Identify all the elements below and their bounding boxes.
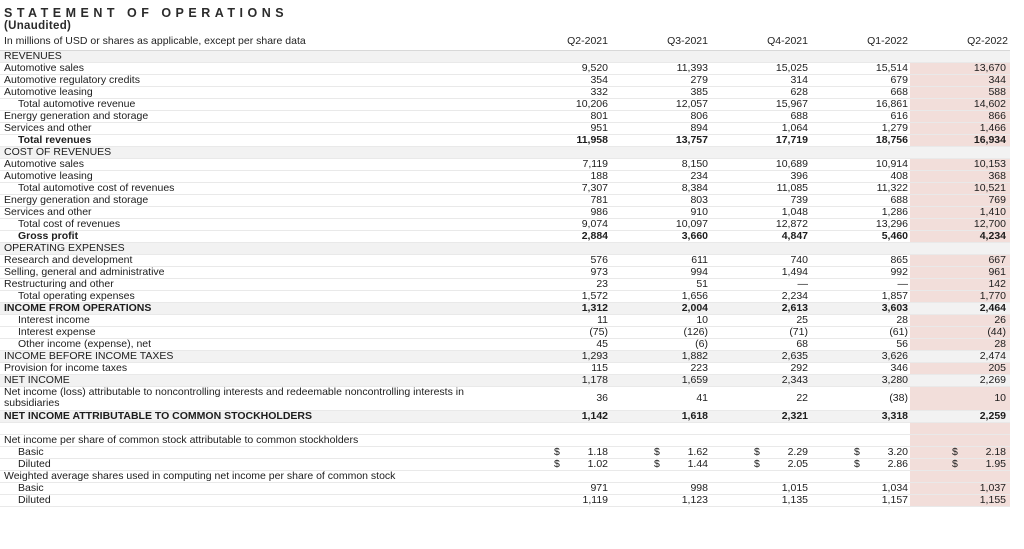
cell-q1-2022: 346 [810,362,910,374]
cell-q1-2022 [810,470,910,482]
cell-q2-2022: 14,602 [910,98,1010,110]
cell-q3-2021: 998 [610,482,710,494]
table-row [0,494,1010,506]
cell-q3-2021: 2,004 [610,302,710,314]
cell-q2-2022: 769 [910,194,1010,206]
column-header-q3-2021: Q3-2021 [610,34,710,50]
row-label: REVENUES [0,50,510,62]
cell-q1-2022 [810,458,910,470]
per-share-value: 1.18 [587,446,608,458]
cell-q1-2022: 15,514 [810,62,910,74]
row-label: Energy generation and storage [0,110,510,122]
table-row [0,182,1010,194]
section-row [0,302,1010,314]
row-label: NET INCOME [0,374,510,386]
cell-q1-2022 [810,434,910,446]
column-header-q2-2022: Q2-2022 [910,34,1010,50]
row-label: Interest income [0,314,510,326]
table-row [0,266,1010,278]
cell-q3-2021: 611 [610,254,710,266]
cell-q4-2021: 628 [710,86,810,98]
cell-q2-2022: 26 [910,314,1010,326]
row-label: Services and other [0,122,510,134]
cell-q2-2021: 986 [510,206,610,218]
cell-q2-2021: 1,293 [510,350,610,362]
cell-q3-2021: 41 [610,386,710,410]
table-row [0,62,1010,74]
cell-q3-2021: 10 [610,314,710,326]
cell-q2-2021: 971 [510,482,610,494]
row-label: Gross profit [0,230,510,242]
row-label: Diluted [0,494,510,506]
cell-q2-2022: 2,269 [910,374,1010,386]
cell-q4-2021: 17,719 [710,134,810,146]
cell-q1-2022: 865 [810,254,910,266]
row-label: Automotive regulatory credits [0,74,510,86]
row-label: Net income per share of common stock attributable to common stockholders [0,434,510,446]
table-row [0,158,1010,170]
cell-q2-2021: 576 [510,254,610,266]
table-row [0,122,1010,134]
per-share-value: 2.05 [787,458,808,470]
cell-q3-2021: 1,618 [610,410,710,422]
cell-q4-2021 [710,446,810,458]
table-row [0,98,1010,110]
cell-q1-2022: (61) [810,326,910,338]
cell-q2-2022: 368 [910,170,1010,182]
cell-q3-2021 [610,242,710,254]
cell-q1-2022: — [810,278,910,290]
row-label: Automotive leasing [0,86,510,98]
cell-q1-2022: 5,460 [810,230,910,242]
cell-q2-2022: 2,474 [910,350,1010,362]
cell-q4-2021: 2,343 [710,374,810,386]
cell-q4-2021: — [710,278,810,290]
cell-q4-2021: 688 [710,110,810,122]
cell-q1-2022: 1,034 [810,482,910,494]
cell-q3-2021 [610,422,710,434]
cell-q2-2021: 354 [510,74,610,86]
cell-q1-2022: 3,280 [810,374,910,386]
cell-q3-2021 [610,50,710,62]
cell-q2-2022 [910,242,1010,254]
cell-q2-2022 [910,434,1010,446]
currency-symbol: $ [754,446,760,458]
table-row [0,458,1010,470]
cell-q4-2021 [710,434,810,446]
cell-q3-2021 [610,434,710,446]
cell-q2-2021: 332 [510,86,610,98]
cell-q2-2022 [910,146,1010,158]
cell-q2-2021 [510,50,610,62]
row-label: Services and other [0,206,510,218]
per-share-value: 1.95 [985,458,1006,470]
table-row [0,434,1010,446]
cell-q1-2022: 3,626 [810,350,910,362]
row-label: Total cost of revenues [0,218,510,230]
cell-q1-2022: 18,756 [810,134,910,146]
cell-q1-2022 [810,446,910,458]
row-label: Restructuring and other [0,278,510,290]
cell-q3-2021: 11,393 [610,62,710,74]
currency-symbol: $ [952,458,958,470]
cell-q3-2021: 10,097 [610,218,710,230]
row-label: Interest expense [0,326,510,338]
table-row [0,86,1010,98]
row-label: Automotive sales [0,62,510,74]
table-row [0,470,1010,482]
cell-q1-2022: 688 [810,194,910,206]
cell-q2-2022: 866 [910,110,1010,122]
row-label: Automotive leasing [0,170,510,182]
row-label: INCOME BEFORE INCOME TAXES [0,350,510,362]
cell-q2-2022: 12,700 [910,218,1010,230]
row-label: NET INCOME ATTRIBUTABLE TO COMMON STOCKHOLDERS [0,410,510,422]
cell-q4-2021 [710,50,810,62]
cell-q2-2021: 801 [510,110,610,122]
cell-q2-2022: 10,521 [910,182,1010,194]
cell-q1-2022: 668 [810,86,910,98]
row-label: Research and development [0,254,510,266]
cell-q2-2022: 1,410 [910,206,1010,218]
table-row [0,134,1010,146]
table-row [0,206,1010,218]
cell-q3-2021: 385 [610,86,710,98]
table-row [0,446,1010,458]
cell-q2-2022: (44) [910,326,1010,338]
row-label: Provision for income taxes [0,362,510,374]
cell-q4-2021: 12,872 [710,218,810,230]
cell-q3-2021: 13,757 [610,134,710,146]
row-label: Total revenues [0,134,510,146]
row-label: Other income (expense), net [0,338,510,350]
cell-q2-2022: 588 [910,86,1010,98]
cell-q1-2022: 616 [810,110,910,122]
cell-q1-2022 [810,50,910,62]
spacer-row [0,422,1010,434]
cell-q4-2021: 1,015 [710,482,810,494]
cell-q2-2022: 1,155 [910,494,1010,506]
cell-q4-2021: 11,085 [710,182,810,194]
row-label: Net income (loss) attributable to noncontrolling interests and redeemable noncontrolling interests in subsidiaries [0,386,510,410]
cell-q3-2021: 803 [610,194,710,206]
cell-q1-2022: 16,861 [810,98,910,110]
cell-q2-2022 [910,458,1010,470]
cell-q2-2021: 951 [510,122,610,134]
cell-q2-2022: 344 [910,74,1010,86]
table-row [0,110,1010,122]
table-row [0,278,1010,290]
cell-q4-2021 [710,146,810,158]
table-row [0,170,1010,182]
cell-q4-2021: 396 [710,170,810,182]
cell-q2-2022: 13,670 [910,62,1010,74]
cell-q3-2021: 894 [610,122,710,134]
cell-q2-2021: 1,572 [510,290,610,302]
cell-q2-2021 [510,146,610,158]
cell-q2-2022 [910,470,1010,482]
cell-q2-2022: 1,037 [910,482,1010,494]
cell-q3-2021: 8,384 [610,182,710,194]
table-row [0,326,1010,338]
cell-q4-2021 [710,242,810,254]
table-row [0,218,1010,230]
cell-q2-2022: 667 [910,254,1010,266]
cell-q2-2021: 10,206 [510,98,610,110]
cell-q2-2021: (75) [510,326,610,338]
cell-q2-2021: 1,178 [510,374,610,386]
cell-q2-2021 [510,458,610,470]
cell-q2-2022 [910,50,1010,62]
table-row [0,230,1010,242]
page-title: STATEMENT OF OPERATIONS [4,6,289,20]
cell-q3-2021: 806 [610,110,710,122]
section-row [0,242,1010,254]
cell-q3-2021: 234 [610,170,710,182]
cell-q2-2021: 1,119 [510,494,610,506]
cell-q4-2021 [710,458,810,470]
cell-q3-2021: 279 [610,74,710,86]
cell-q1-2022: 1,157 [810,494,910,506]
cell-q3-2021: 12,057 [610,98,710,110]
column-header-row [0,34,1010,50]
cell-q1-2022: 679 [810,74,910,86]
cell-q1-2022 [810,422,910,434]
cell-q2-2021: 7,307 [510,182,610,194]
column-header-q1-2022: Q1-2022 [810,34,910,50]
cell-q2-2021: 7,119 [510,158,610,170]
cell-q4-2021: 22 [710,386,810,410]
cell-q4-2021: 15,025 [710,62,810,74]
cell-q4-2021 [710,470,810,482]
cell-q1-2022: 3,603 [810,302,910,314]
cell-q2-2022: 1,770 [910,290,1010,302]
cell-q3-2021: 1,123 [610,494,710,506]
row-label [0,422,510,434]
cell-q1-2022: (38) [810,386,910,410]
cell-q2-2021: 781 [510,194,610,206]
cell-q2-2022: 2,464 [910,302,1010,314]
cell-q2-2021: 11 [510,314,610,326]
cell-q3-2021 [610,470,710,482]
cell-q4-2021: 68 [710,338,810,350]
row-label: Total automotive cost of revenues [0,182,510,194]
section-row [0,50,1010,62]
row-label: Total automotive revenue [0,98,510,110]
cell-q2-2022 [910,446,1010,458]
table-row [0,290,1010,302]
cell-q4-2021: 2,234 [710,290,810,302]
cell-q2-2021: 2,884 [510,230,610,242]
cell-q3-2021 [610,446,710,458]
table-row [0,338,1010,350]
table-row [0,194,1010,206]
row-label: Selling, general and administrative [0,266,510,278]
cell-q1-2022: 28 [810,314,910,326]
cell-q2-2021 [510,422,610,434]
table-row [0,74,1010,86]
per-share-value: 2.86 [887,458,908,470]
currency-symbol: $ [554,446,560,458]
cell-q2-2022: 4,234 [910,230,1010,242]
cell-q1-2022: 11,322 [810,182,910,194]
cell-q4-2021: 25 [710,314,810,326]
row-label: OPERATING EXPENSES [0,242,510,254]
currency-symbol: $ [654,458,660,470]
cell-q2-2021: 1,312 [510,302,610,314]
cell-q1-2022: 1,857 [810,290,910,302]
units-note: In millions of USD or shares as applicable, except per share data [0,34,510,50]
row-label: Total operating expenses [0,290,510,302]
column-header-q4-2021: Q4-2021 [710,34,810,50]
cell-q1-2022: 408 [810,170,910,182]
cell-q4-2021: 10,689 [710,158,810,170]
cell-q2-2022 [910,422,1010,434]
cell-q2-2021: 115 [510,362,610,374]
cell-q2-2021 [510,434,610,446]
cell-q2-2022: 10 [910,386,1010,410]
cell-q4-2021: 2,613 [710,302,810,314]
cell-q3-2021: 51 [610,278,710,290]
statement-of-operations-table [0,34,1010,507]
cell-q3-2021: 910 [610,206,710,218]
cell-q1-2022: 3,318 [810,410,910,422]
cell-q3-2021: 223 [610,362,710,374]
cell-q2-2022: 16,934 [910,134,1010,146]
cell-q3-2021: 1,882 [610,350,710,362]
cell-q4-2021: 739 [710,194,810,206]
table-row [0,314,1010,326]
section-row [0,146,1010,158]
cell-q2-2022: 2,259 [910,410,1010,422]
row-label: Diluted [0,458,510,470]
table-row [0,386,1010,410]
cell-q3-2021: (126) [610,326,710,338]
cell-q4-2021 [710,422,810,434]
cell-q3-2021: 8,150 [610,158,710,170]
cell-q3-2021: 994 [610,266,710,278]
cell-q2-2021 [510,470,610,482]
cell-q4-2021: 314 [710,74,810,86]
row-label: Basic [0,482,510,494]
currency-symbol: $ [952,446,958,458]
cell-q2-2021: 45 [510,338,610,350]
cell-q1-2022: 13,296 [810,218,910,230]
cell-q4-2021: 1,135 [710,494,810,506]
cell-q3-2021: (6) [610,338,710,350]
per-share-value: 1.62 [687,446,708,458]
cell-q4-2021: 4,847 [710,230,810,242]
currency-symbol: $ [854,458,860,470]
currency-symbol: $ [854,446,860,458]
cell-q2-2022: 142 [910,278,1010,290]
cell-q2-2021: 1,142 [510,410,610,422]
cell-q4-2021: 1,048 [710,206,810,218]
row-label: Energy generation and storage [0,194,510,206]
cell-q2-2021: 9,520 [510,62,610,74]
cell-q2-2021: 23 [510,278,610,290]
cell-q4-2021: 2,635 [710,350,810,362]
page-subtitle: (Unaudited) [4,20,72,32]
cell-q1-2022: 56 [810,338,910,350]
cell-q2-2022: 28 [910,338,1010,350]
cell-q4-2021: 292 [710,362,810,374]
currency-symbol: $ [754,458,760,470]
row-label: INCOME FROM OPERATIONS [0,302,510,314]
cell-q4-2021: (71) [710,326,810,338]
section-row [0,374,1010,386]
row-label: Weighted average shares used in computing net income per share of common stock [0,470,510,482]
cell-q2-2022: 961 [910,266,1010,278]
cell-q4-2021: 1,494 [710,266,810,278]
per-share-value: 2.29 [787,446,808,458]
row-label: Automotive sales [0,158,510,170]
per-share-value: 2.18 [985,446,1006,458]
cell-q2-2021: 973 [510,266,610,278]
cell-q4-2021: 2,321 [710,410,810,422]
currency-symbol: $ [554,458,560,470]
cell-q4-2021: 1,064 [710,122,810,134]
cell-q2-2022: 205 [910,362,1010,374]
cell-q2-2022: 1,466 [910,122,1010,134]
cell-q1-2022: 992 [810,266,910,278]
column-header-q2-2021: Q2-2021 [510,34,610,50]
table-row [0,362,1010,374]
currency-symbol: $ [654,446,660,458]
cell-q1-2022: 1,279 [810,122,910,134]
cell-q2-2022: 10,153 [910,158,1010,170]
cell-q1-2022: 1,286 [810,206,910,218]
cell-q3-2021: 3,660 [610,230,710,242]
cell-q2-2021 [510,242,610,254]
cell-q3-2021 [610,146,710,158]
cell-q3-2021: 1,659 [610,374,710,386]
cell-q4-2021: 740 [710,254,810,266]
row-label: COST OF REVENUES [0,146,510,158]
cell-q3-2021: 1,656 [610,290,710,302]
table-row [0,482,1010,494]
per-share-value: 1.02 [587,458,608,470]
cell-q4-2021: 15,967 [710,98,810,110]
per-share-value: 1.44 [687,458,708,470]
cell-q2-2021: 36 [510,386,610,410]
section-row [0,350,1010,362]
cell-q2-2021: 11,958 [510,134,610,146]
cell-q2-2021: 188 [510,170,610,182]
row-label: Basic [0,446,510,458]
cell-q3-2021 [610,458,710,470]
section-row [0,410,1010,422]
table-row [0,254,1010,266]
cell-q1-2022 [810,242,910,254]
cell-q1-2022: 10,914 [810,158,910,170]
cell-q2-2021: 9,074 [510,218,610,230]
cell-q2-2021 [510,446,610,458]
cell-q1-2022 [810,146,910,158]
per-share-value: 3.20 [887,446,908,458]
